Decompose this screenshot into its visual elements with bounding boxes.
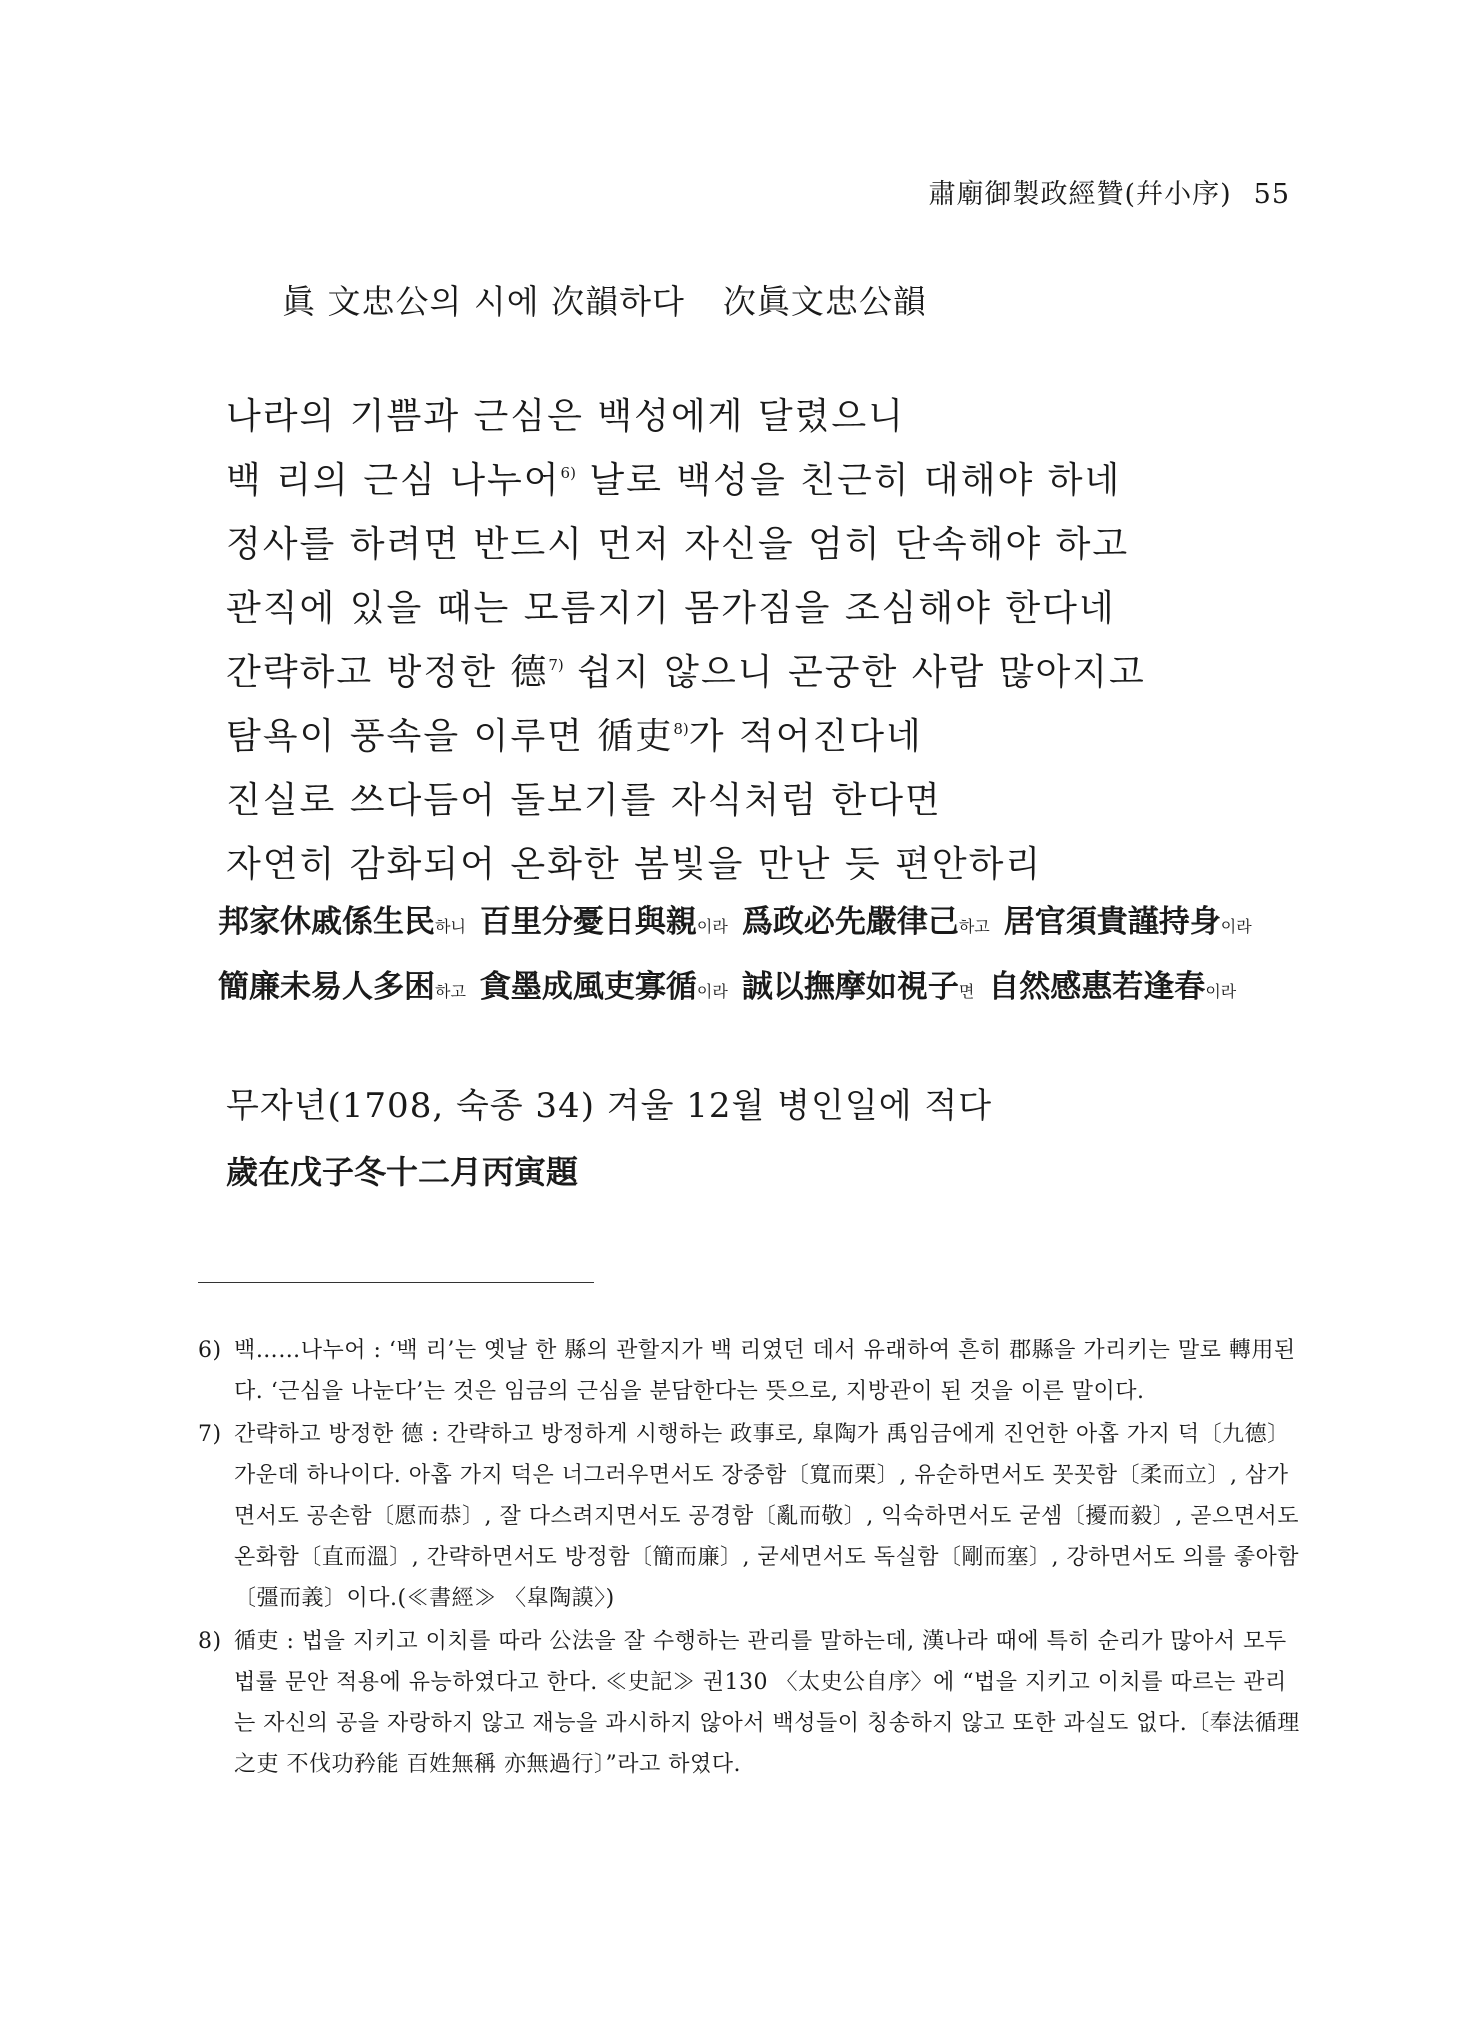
footnote-ref[interactable]: 6) [560, 464, 576, 482]
hanmun-phrase: 居官須貴謹持身 [1003, 904, 1221, 940]
poem-line-text: 탐욕이 풍속을 이루면 循吏 [226, 716, 674, 757]
date-translation: 무자년(1708, 숙종 34) 겨울 12월 병인일에 적다 [226, 1086, 993, 1126]
footnote-number: 8) [198, 1629, 222, 1654]
footnote-number: 7) [198, 1422, 222, 1447]
hanmun-particle: 하고 [958, 917, 990, 936]
original-poem [218, 892, 1338, 1022]
poem-line-text: 백 리의 근심 나누어 [226, 460, 561, 501]
poem-line-text: 날로 백성을 친근히 대해야 하네 [575, 460, 1122, 501]
footnotes [198, 1330, 1304, 1787]
poem-line [226, 769, 1326, 833]
footnote-7 [198, 1414, 1304, 1619]
poem-title-original: 次眞文忠公韻 [722, 282, 927, 321]
hanmun-phrase: 自然感惠若逢春 [988, 969, 1206, 1005]
footnote-number: 6) [198, 1338, 222, 1363]
hanmun-phrase: 簡廉未易人多困 [218, 969, 435, 1005]
footnote-ref[interactable]: 7) [548, 656, 564, 674]
hanmun-particle: 이라 [696, 917, 728, 936]
poem-title [282, 276, 927, 323]
poem-translation [226, 385, 1326, 897]
poem-line-text: 자연히 감화되어 온화한 봄빛을 만난 듯 편안하리 [226, 844, 1043, 885]
hanmun-particle: 이라 [696, 982, 728, 1001]
footnote-text: 간략하고 방정한 德 : 간략하고 방정하게 시행하는 政事로, 皐陶가 禹임금에게 진언한 아홉 가지 덕〔九德〕 가운데 하나이다. 아홉 가지 덕은 너그러우면서도 장중함〔寬而栗〕, 유순하면서도 꼿꼿함〔柔而立〕, 삼가면서도 공손함〔愿而恭〕, 잘 다스려지면서도 공경함〔亂而敬〕, 익숙하면서도 굳셈〔擾而毅〕, 곧으면서도 온화함〔直而溫〕, 간략하면서도 방정함〔簡而廉〕, 굳세면서도 독실함〔剛而塞〕, 강하면서도 의를 좋아함〔彊而義〕이다.(≪書經≫ 〈皐陶謨〉) [234, 1422, 1299, 1611]
poem-line [226, 705, 1326, 769]
poem-line [226, 513, 1326, 577]
original-poem-line [218, 892, 1338, 957]
footnote-text: 백……나누어 : ‘백 리’는 옛날 한 縣의 관할지가 백 리였던 데서 유래하여 흔히 郡縣을 가리키는 말로 轉用된다. ‘근심을 나눈다’는 것은 임금의 근심을 분담한다는 뜻으로, 지방관이 된 것을 이른 말이다. [234, 1338, 1296, 1404]
poem-line-text: 진실로 쓰다듬어 돌보기를 자식처럼 한다면 [226, 780, 942, 821]
footnote-text: 循吏 : 법을 지키고 이치를 따라 公法을 잘 수행하는 관리를 말하는데, 漢나라 때에 특히 순리가 많아서 모두 법률 문안 적용에 유능하였다고 한다. ≪史記≫ 권130 〈太史公自序〉에 “법을 지키고 이치를 따르는 관리는 자신의 공을 자랑하지 않고 재능을 과시하지 않아서 백성들이 칭송하지 않고 또한 과실도 없다.〔奉法循理之吏 不伐功矜能 百姓無稱 亦無過行〕”라고 하였다. [234, 1629, 1300, 1777]
poem-line [226, 449, 1326, 513]
hanmun-phrase: 百里分憂日與親 [479, 904, 697, 940]
poem-line [226, 577, 1326, 641]
footnote-8 [198, 1621, 1304, 1785]
hanmun-phrase: 誠以撫摩如視子 [741, 969, 959, 1005]
hanmun-phrase: 爲政必先嚴律己 [741, 904, 959, 940]
footnote-6 [198, 1330, 1304, 1412]
poem-title-korean: 眞 文忠公의 시에 次韻하다 [282, 282, 685, 321]
date-original: 歲在戊子冬十二月丙寅題 [226, 1153, 579, 1191]
hanmun-particle: 면 [958, 982, 975, 1001]
poem-line [226, 833, 1326, 897]
original-poem-line [218, 957, 1338, 1022]
poem-line-text: 간략하고 방정한 德 [226, 652, 549, 693]
poem-line-text: 관직에 있을 때는 모름지기 몸가짐을 조심해야 한다네 [226, 588, 1116, 629]
hanmun-phrase: 貪墨成風吏寡循 [479, 969, 697, 1005]
running-header [929, 172, 1290, 211]
hanmun-particle: 하니 [435, 917, 466, 936]
poem-line-text: 정사를 하려면 반드시 먼저 자신을 엄히 단속해야 하고 [226, 524, 1130, 565]
poem-line-text: 나라의 기쁨과 근심은 백성에게 달렸으니 [226, 396, 905, 437]
hanmun-particle: 이라 [1220, 917, 1252, 936]
poem-line-text: 쉽지 않으니 곤궁한 사람 많아지고 [563, 652, 1146, 693]
running-title: 肅廟御製政經贊(幷小序) [928, 179, 1232, 210]
poem-line [226, 385, 1326, 449]
page-number: 55 [1253, 179, 1290, 210]
footnote-ref[interactable]: 8) [673, 720, 689, 738]
hanmun-phrase: 邦家休戚係生民 [218, 904, 435, 940]
footnote-divider [198, 1282, 594, 1283]
hanmun-particle: 이라 [1205, 982, 1237, 1001]
hanmun-particle: 하고 [435, 982, 466, 1001]
poem-line [226, 641, 1326, 705]
poem-line-text: 가 적어진다네 [688, 716, 923, 757]
